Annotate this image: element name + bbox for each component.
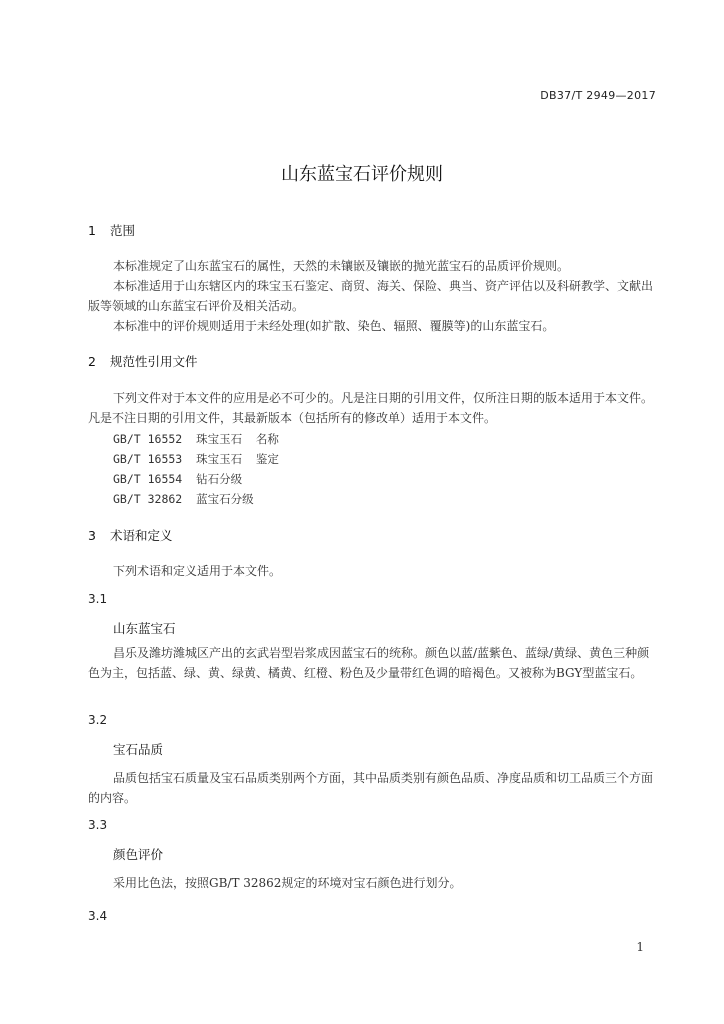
term-definition: 采用比色法，按照GB/T 32862规定的环境对宝石颜色进行划分。 (113, 876, 462, 890)
reference-item: GB/T 16553 珠宝玉石 鉴定 (113, 452, 279, 466)
section-2-heading (88, 352, 198, 370)
section-1-heading (88, 221, 135, 239)
section-number: 3 (88, 528, 96, 543)
term-number: 3.3 (88, 818, 108, 832)
paragraph: 本标准规定了山东蓝宝石的属性，天然的未镶嵌及镶嵌的抛光蓝宝石的品质评价规则。 (113, 259, 570, 273)
document-number: DB37/T 2949—2017 (540, 89, 656, 102)
reference-item: GB/T 16554 钻石分级 (113, 472, 243, 486)
section-title: 规范性引用文件 (110, 354, 198, 369)
reference-item: GB/T 16552 珠宝玉石 名称 (113, 432, 279, 446)
term-number: 3.2 (88, 713, 108, 727)
section-title: 范围 (110, 223, 136, 238)
reference-item: GB/T 32862 蓝宝石分级 (113, 492, 254, 506)
page-number: 1 (636, 940, 644, 954)
paragraph: 本标准中的评价规则适用于未经处理(如扩散、染色、辐照、覆膜等)的山东蓝宝石。 (113, 319, 555, 333)
term-name: 山东蓝宝石 (113, 621, 176, 636)
term-definition: 品质包括宝石质量及宝石品质类别两个方面，其中品质类别有颜色品质、净度品质和切工品质三个方面的内容。 (88, 771, 654, 805)
page-title: 山东蓝宝石评价规则 (281, 164, 443, 185)
paragraph: 下列术语和定义适用于本文件。 (113, 564, 282, 578)
section-title: 术语和定义 (110, 528, 173, 543)
term-number: 3.1 (88, 592, 108, 606)
term-number: 3.4 (88, 909, 108, 923)
section-3-heading (88, 526, 173, 544)
section-number: 2 (88, 354, 96, 369)
term-name: 宝石品质 (113, 742, 164, 757)
paragraph: 本标准适用于山东辖区内的珠宝玉石鉴定、商贸、海关、保险、典当、资产评估以及科研教学、文献出版等领域的山东蓝宝石评价及相关活动。 (88, 279, 654, 313)
term-definition: 昌乐及潍坊潍城区产出的玄武岩型岩浆成因蓝宝石的统称。颜色以蓝/蓝紫色、蓝绿/黄绿、黄色三种颜色为主，包括蓝、绿、黄、绿黄、橘黄、红橙、粉色及少量带红色调的暗褐色。又被称为BGY型蓝宝石。 (88, 646, 650, 680)
paragraph: 下列文件对于本文件的应用是必不可少的。凡是注日期的引用文件，仅所注日期的版本适用于本文件。凡是不注日期的引用文件，其最新版本（包括所有的修改单）适用于本文件。 (88, 391, 654, 425)
section-number: 1 (88, 223, 96, 238)
term-name: 颜色评价 (113, 847, 164, 862)
